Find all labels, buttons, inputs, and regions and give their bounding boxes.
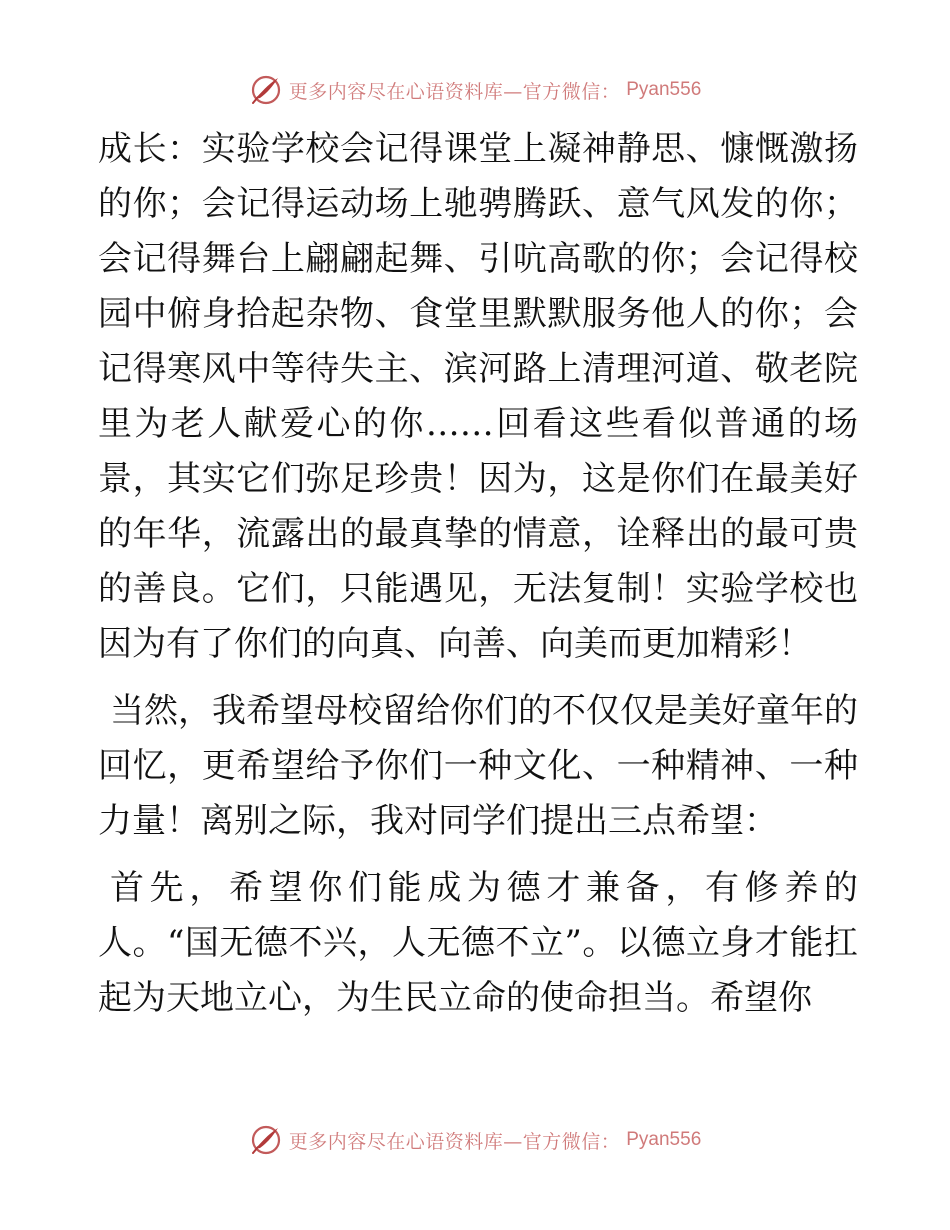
paragraph-hopes-intro: 当然，我希望母校留给你们的不仅仅是美好童年的回忆，更希望给予你们一种文化、一种精神、一种力量！离别之际，我对同学们提出三点希望： <box>98 691 858 841</box>
quill-pen-logo-icon <box>249 1123 283 1157</box>
footer-banner <box>0 1120 950 1160</box>
quill-pen-logo-icon <box>249 73 283 107</box>
footer-banner-handle: Pyan556 <box>626 1129 702 1150</box>
header-banner-text: 更多内容尽在心语资料库—官方微信： <box>288 80 621 103</box>
footer-banner-text: 更多内容尽在心语资料库—官方微信： <box>288 1130 621 1153</box>
paragraph-growth: 成长：实验学校会记得课堂上凝神静思、慷慨激扬的你；会记得运动场上驰骋腾跃、意气风发的你；会记得舞台上翩翩起舞、引吭高歌的你；会记得校园中俯身拾起杂物、食堂里默默服务他人的你；会记得寒风中等待失主、滨河路上清理河道、敬老院里为老人献爱心的你……回看这些看似普通的场景，其实它们弥足珍贵！因为，这是你们在最美好的年华，流露出的最真挚的情意，诠释出的最可贵的善良。它们，只能遇见，无法复制！实验学校也因为有了你们的向真、向善、向美而更加精彩！ <box>98 129 858 664</box>
header-banner-handle: Pyan556 <box>626 79 702 100</box>
document-body <box>98 122 858 1026</box>
header-banner <box>0 70 950 110</box>
paragraph-first-hope: 首先，希望你们能成为德才兼备，有修养的人。“国无德不兴，人无德不立”。以德立身才能扛起为天地立心，为生民立命的使命担当。希望你 <box>98 868 858 1018</box>
